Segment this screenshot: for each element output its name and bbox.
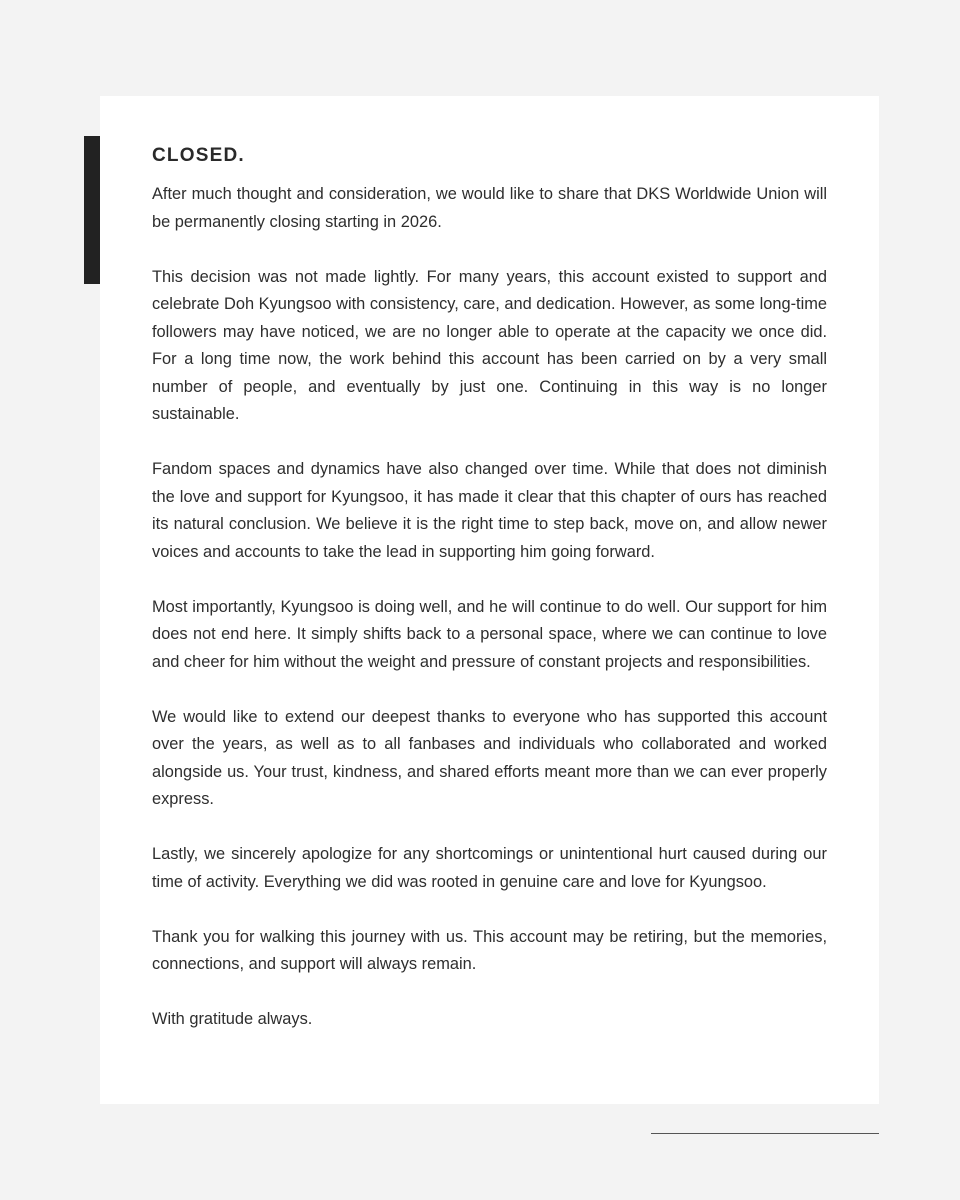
footer-divider bbox=[651, 1133, 879, 1134]
paragraph-decision: This decision was not made lightly. For many years, this account existed to support and celebrate Doh Kyungsoo with consistency, care, and dedication. However, as some long-time followers may have noticed, we are no longer able to operate at the capacity we once did. For a long time now, the work behind this account has been carried on by a very small number of people, and eventually by just one. Continuing in this way is no longer sustainable. bbox=[152, 267, 827, 423]
accent-bar bbox=[84, 136, 100, 284]
paragraph-apology: Lastly, we sincerely apologize for any shortcomings or unintentional hurt caused during our time of activity. Everything we did was rooted in genuine care and love for Kyungsoo. bbox=[152, 845, 827, 891]
paragraph-thanks: We would like to extend our deepest thanks to everyone who has supported this account over the years, as well as to all fanbases and individuals who collaborated and worked alongside us. Your trust, kindness, and shared efforts meant more than we can ever properly express. bbox=[152, 707, 827, 808]
notice-title: CLOSED. bbox=[152, 145, 245, 166]
paragraph-kyungsoo: Most importantly, Kyungsoo is doing well, and he will continue to do well. Our support for him does not end here. It simply shifts back to a personal space, where we can continue to love and cheer for him without the weight and pressure of constant projects and responsibilities. bbox=[152, 597, 827, 671]
paragraph-intro: After much thought and consideration, we would like to share that DKS Worldwide Union will be permanently closing starting in 2026. bbox=[152, 185, 827, 231]
paragraph-farewell: Thank you for walking this journey with us. This account may be retiring, but the memories, connections, and support will always remain. bbox=[152, 927, 827, 973]
notice-card bbox=[100, 96, 879, 1104]
paragraph-fandom: Fandom spaces and dynamics have also changed over time. While that does not diminish the love and support for Kyungsoo, it has made it clear that this chapter of ours has reached its natural conclusion. We believe it is the right time to step back, move on, and allow newer voices and accounts to take the lead in supporting him going forward. bbox=[152, 460, 827, 561]
signoff: With gratitude always. bbox=[152, 1010, 313, 1028]
